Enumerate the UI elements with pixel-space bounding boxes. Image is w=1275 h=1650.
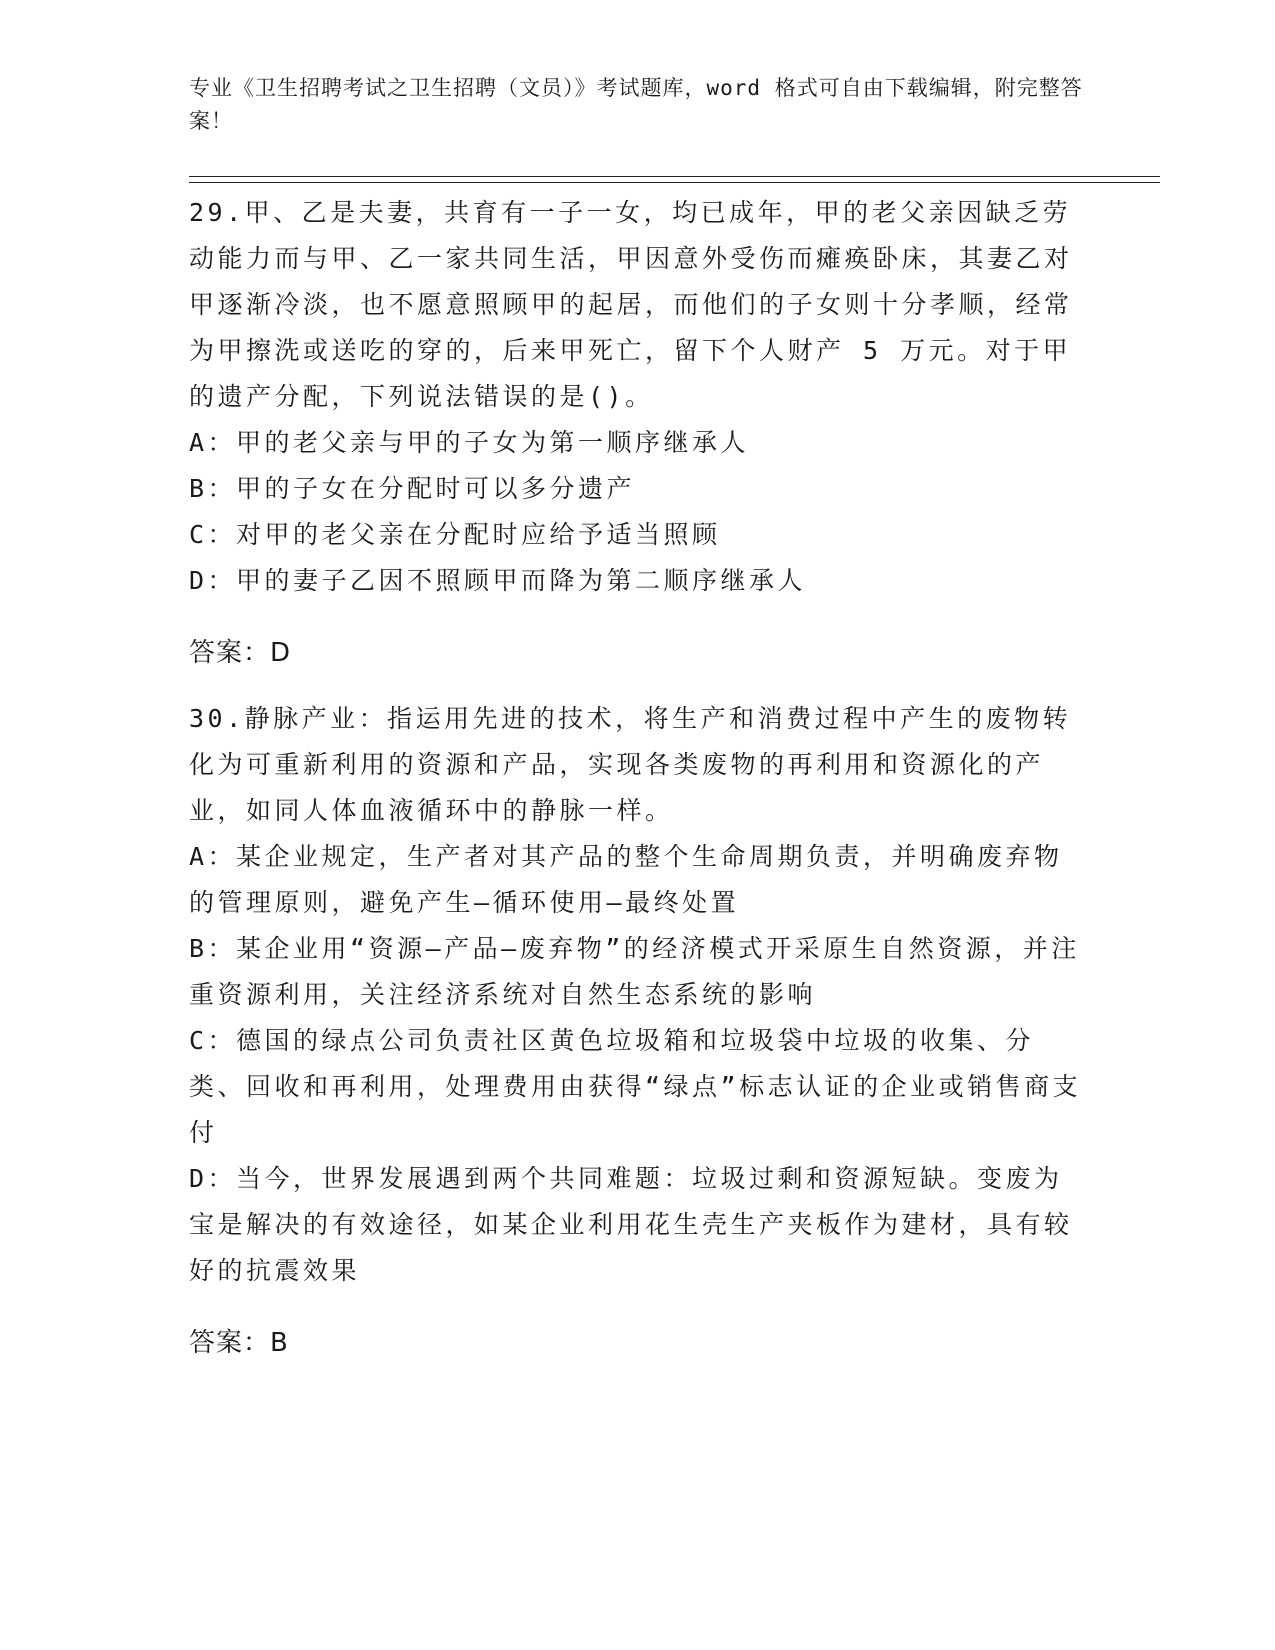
question-stem: 30.静脉产业：指运用先进的技术，将生产和消费过程中产生的废物转化为可重新利用的资源和产品，实现各类废物的再利用和资源化的产业，如同人体血液循环中的静脉一样。 <box>189 704 1072 825</box>
option-b: B：某企业用“资源—产品—废弃物”的经济模式开采原生自然资源，并注重资源利用，关注经济系统对自然生态系统的影响 <box>189 934 1080 1009</box>
question-29 <box>189 190 1089 702</box>
option-d: D：甲的妻子乙因不照顾甲而降为第二顺序继承人 <box>189 566 807 595</box>
option-c: C：对甲的老父亲在分配时应给予适当照顾 <box>189 520 721 549</box>
question-30 <box>189 696 1089 1392</box>
answer-line: 答案：B <box>189 1328 289 1358</box>
header-divider-bottom <box>189 182 1160 183</box>
option-d: D：当今，世界发展遇到两个共同难题：垃圾过剩和资源短缺。变废为宝是解决的有效途径，如某企业利用花生壳生产夹板作为建材，具有较好的抗震效果 <box>189 1164 1073 1285</box>
header-divider-top <box>189 176 1160 177</box>
option-b: B：甲的子女在分配时可以多分遗产 <box>189 474 636 503</box>
answer-line: 答案：D <box>189 638 292 668</box>
document-header: 专业《卫生招聘考试之卫生招聘（文员）》考试题库，word 格式可自由下载编辑，附完整答案！ <box>189 76 1083 133</box>
option-a: A：某企业规定，生产者对其产品的整个生命周期负责，并明确废弃物的管理原则，避免产生—循环使用—最终处置 <box>189 842 1063 917</box>
option-c: C：德国的绿点公司负责社区黄色垃圾箱和垃圾袋中垃圾的收集、分类、回收和再利用，处理费用由获得“绿点”标志认证的企业或销售商支付 <box>189 1026 1082 1147</box>
question-stem: 29.甲、乙是夫妻，共育有一子一女，均已成年，甲的老父亲因缺乏劳动能力而与甲、乙一家共同生活，甲因意外受伤而瘫痪卧床，其妻乙对甲逐渐冷淡，也不愿意照顾甲的起居，而他们的子女则十分孝顺，经常为甲擦洗或送吃的穿的，后来甲死亡，留下个人财产 5 万元。对于甲的遗产分配，下列说法错误的是()。 <box>189 198 1073 411</box>
option-a: A：甲的老父亲与甲的子女为第一顺序继承人 <box>189 428 750 457</box>
